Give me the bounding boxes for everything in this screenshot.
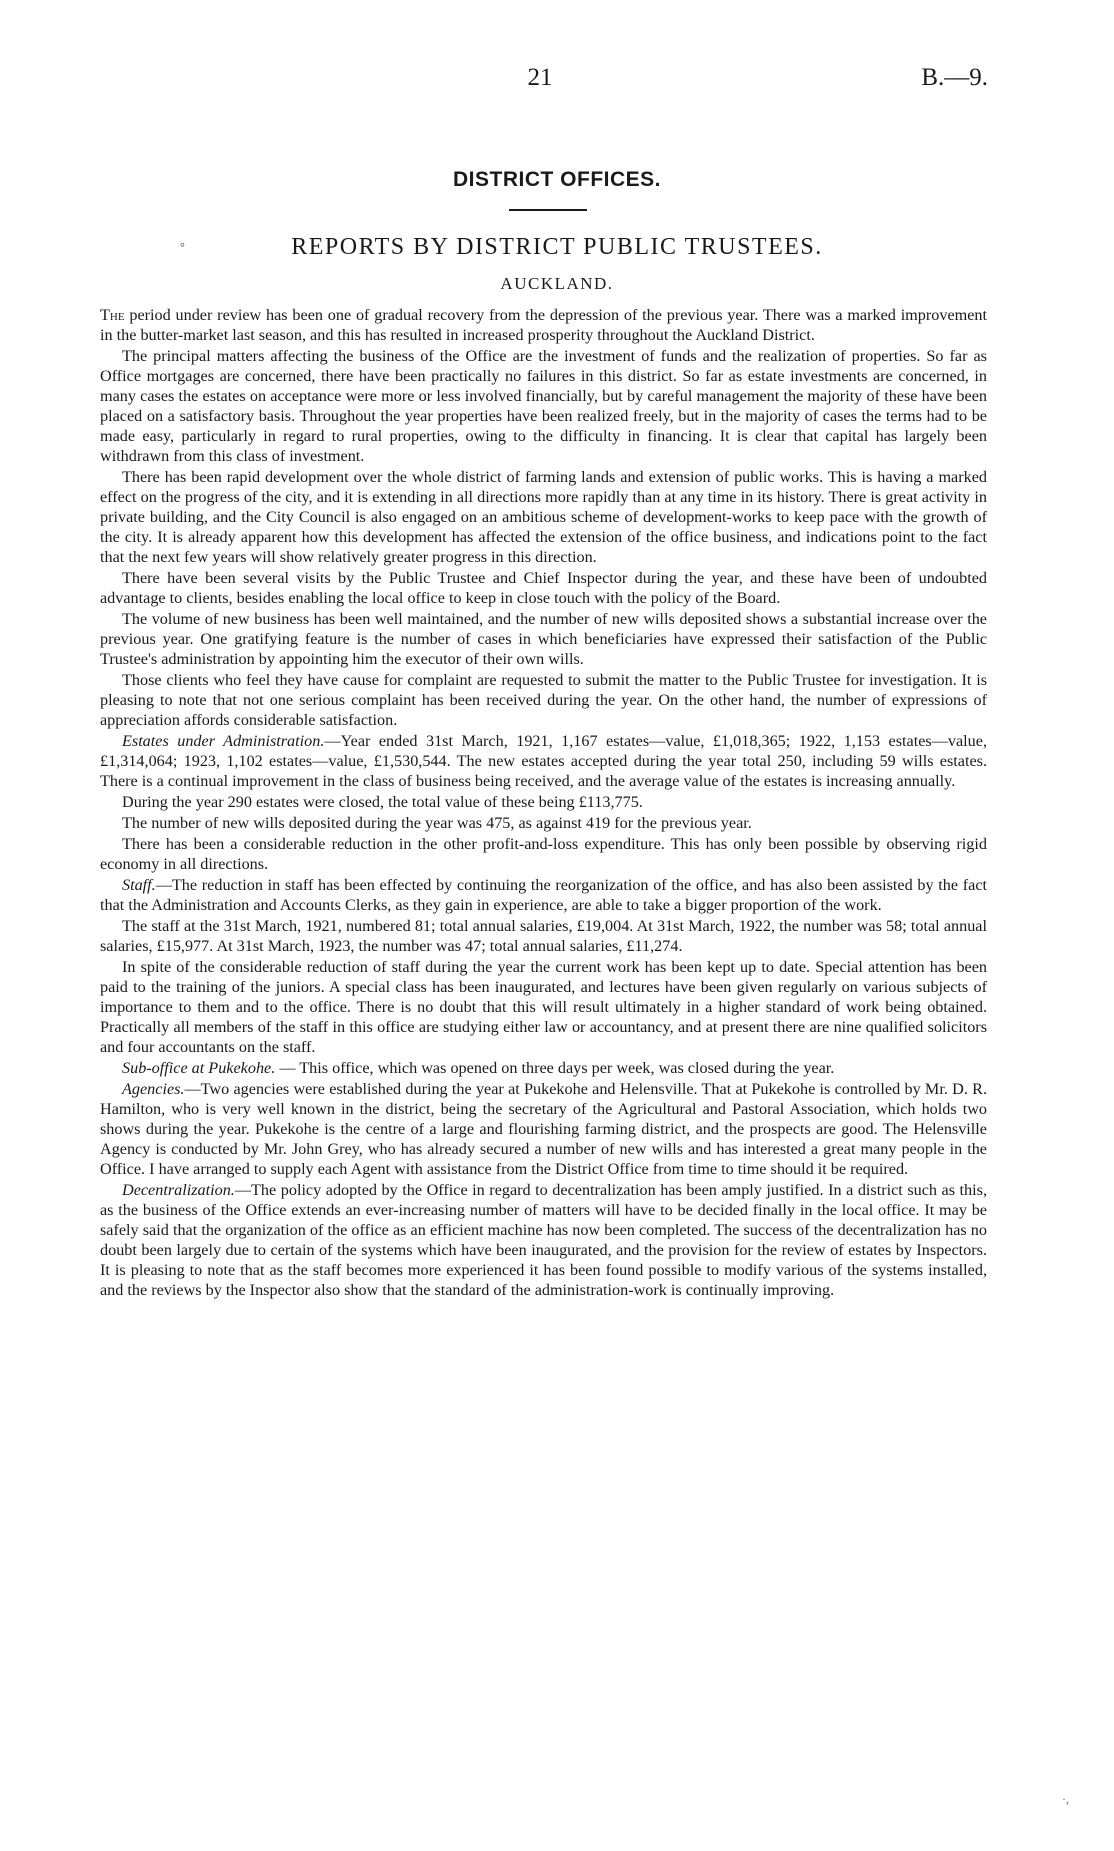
paragraph: There has been a considerable reduction in the other profit-and-loss expenditure. This has only been possible by observing rigid economy in all directions. bbox=[100, 835, 987, 873]
corner-ink-mark: ·, bbox=[1062, 1792, 1069, 1806]
paragraph: In spite of the considerable reduction of staff during the year the current work has been kept up to date. Special attention has been paid to the training of the juniors. A special class has been inaugurated, and lectures have been given regularly on various subjects of importance to them and to the office. There is no doubt that this will result ultimately in a higher standard of work being obtained. Practically all members of the staff in this office are studying either law or accountancy, and at present there are nine qualified solicitors and four accountants on the staff. bbox=[100, 958, 987, 1056]
paragraph-text: —The policy adopted by the Office in regard to decentralization has been amply justified. In a district such as this, as the business of the Office extends an ever-increasing number of matters will have to be decided finally in the local office. It may be safely said that the organization of the office as an efficient machine has now been completed. The success of the decentralization has no doubt been largely due to certain of the systems which have been inaugurated, and the provision for the review of estates by Inspectors. It is pleasing to note that as the staff becomes more experienced it has been found possible to modify various of the systems installed, and the reviews by the Inspector also show that the standard of the administration-work is continually improving. bbox=[100, 1181, 987, 1299]
paragraph-text: —Two agencies were established during the year at Pukekohe and Helensville. That at Pukekohe is controlled by Mr. D. R. Hamilton, who is very well known in the district, being the secretary of the Agricultural and Pastoral Association, which holds two shows during the year. Pukekohe is the centre of a large and flourishing farming district, and the prospects are good. The Helensville Agency is conducted by Mr. John Grey, who has already secured a number of new wills and has interested a great many people in the Office. I have arranged to supply each Agent with assistance from the District Office from time to time should it be required. bbox=[100, 1080, 987, 1178]
paragraph bbox=[100, 305, 987, 345]
paragraph-text: — This office, which was opened on three days per week, was closed during the year. bbox=[275, 1059, 835, 1077]
paragraph-heading: Staff. bbox=[122, 876, 156, 894]
paragraph-heading: Sub-office at Pukekohe. bbox=[122, 1059, 276, 1077]
paragraph-heading: Decentralization. bbox=[122, 1181, 235, 1199]
paragraph: During the year 290 estates were closed, the total value of these being £113,775. bbox=[122, 793, 643, 811]
opening-word: The bbox=[100, 306, 125, 324]
paragraph: The staff at the 31st March, 1921, numbered 81; total annual salaries, £19,004. At 31st March, 1922, the number was 58; total annual salaries, £15,977. At 31st March, 1923, the number was 47; total annual salaries, £11,274. bbox=[100, 917, 987, 955]
section-title: DISTRICT OFFICES. bbox=[453, 168, 661, 191]
paragraph bbox=[100, 1058, 987, 1078]
paragraph: There have been several visits by the Public Trustee and Chief Inspector during the year, and these have been of undoubted advantage to clients, besides enabling the local office to keep in close touch with the policy of the Board. bbox=[100, 569, 987, 607]
document-reference: B.—9. bbox=[921, 64, 988, 91]
report-title: REPORTS BY DISTRICT PUBLIC TRUSTEES. bbox=[291, 234, 823, 260]
report-body bbox=[100, 305, 987, 1301]
paragraph-text: period under review has been one of gradual recovery from the depression of the previous year. There was a marked improvement in the butter-market last season, and this has resulted in increased prosperity throughout the Auckland District. bbox=[100, 306, 987, 344]
paragraph: The principal matters affecting the business of the Office are the investment of funds and the realization of properties. So far as Office mortgages are concerned, there have been practically no failures in this district. So far as estate investments are concerned, in many cases the estates on acceptance were more or less involved financially, but by careful management the majority of these have been placed on a satisfactory basis. Throughout the year properties have been realized freely, but in the majority of cases the terms had to be made easy, particularly in regard to rural properties, owing to the difficulty in financing. It is clear that capital has largely been withdrawn from this class of investment. bbox=[100, 347, 987, 465]
paragraph-heading: Agencies. bbox=[122, 1080, 185, 1098]
paragraph bbox=[100, 875, 987, 915]
paragraph bbox=[100, 1079, 987, 1179]
paragraph: The volume of new business has been well maintained, and the number of new wills deposited shows a substantial increase over the previous year. One gratifying feature is the number of cases in which beneficiaries have expressed their satisfaction of the Public Trustee's administration by appointing him the executor of their own wills. bbox=[100, 610, 987, 668]
paragraph bbox=[100, 731, 987, 791]
title-rule bbox=[509, 209, 587, 211]
paragraph-text: —The reduction in staff has been effected by continuing the reorganization of the office, and has also been assisted by the fact that the Administration and Accounts Clerks, as they gain in experience, are able to take a bigger proportion of the work. bbox=[100, 876, 987, 914]
paragraph bbox=[100, 1180, 987, 1300]
paragraph: The number of new wills deposited during the year was 475, as against 419 for the previous year. bbox=[122, 814, 752, 832]
district-heading: AUCKLAND. bbox=[500, 274, 614, 293]
stray-ink-mark: ° bbox=[180, 240, 185, 254]
paragraph-heading: Estates under Administration. bbox=[122, 732, 325, 750]
paragraph: There has been rapid development over the whole district of farming lands and extension of public works. This is having a marked effect on the progress of the city, and it is extending in all directions more rapidly than at any time in its history. There is great activity in private building, and the City Council is also engaged on an ambitious scheme of development-works to keep pace with the growth of the city. It is already apparent how this development has affected the extension of the office business, and indications point to the fact that the next few years will show relatively greater progress in this direction. bbox=[100, 468, 987, 566]
page-number: 21 bbox=[527, 64, 553, 91]
paragraph: Those clients who feel they have cause for complaint are requested to submit the matter to the Public Trustee for investigation. It is pleasing to note that not one serious complaint has been received during the year. On the other hand, the number of expressions of appreciation affords considerable satisfaction. bbox=[100, 671, 987, 729]
paragraph-text: —Year ended 31st March, 1921, 1,167 estates—value, £1,018,365; 1922, 1,153 estates—value, £1,314,064; 1923, 1,102 estates—value, £1,530,544. The new estates accepted during the year total 250, including 59 wills estates. There is a continual improvement in the class of business being received, and the average value of the estates is increasing annually. bbox=[100, 732, 987, 790]
